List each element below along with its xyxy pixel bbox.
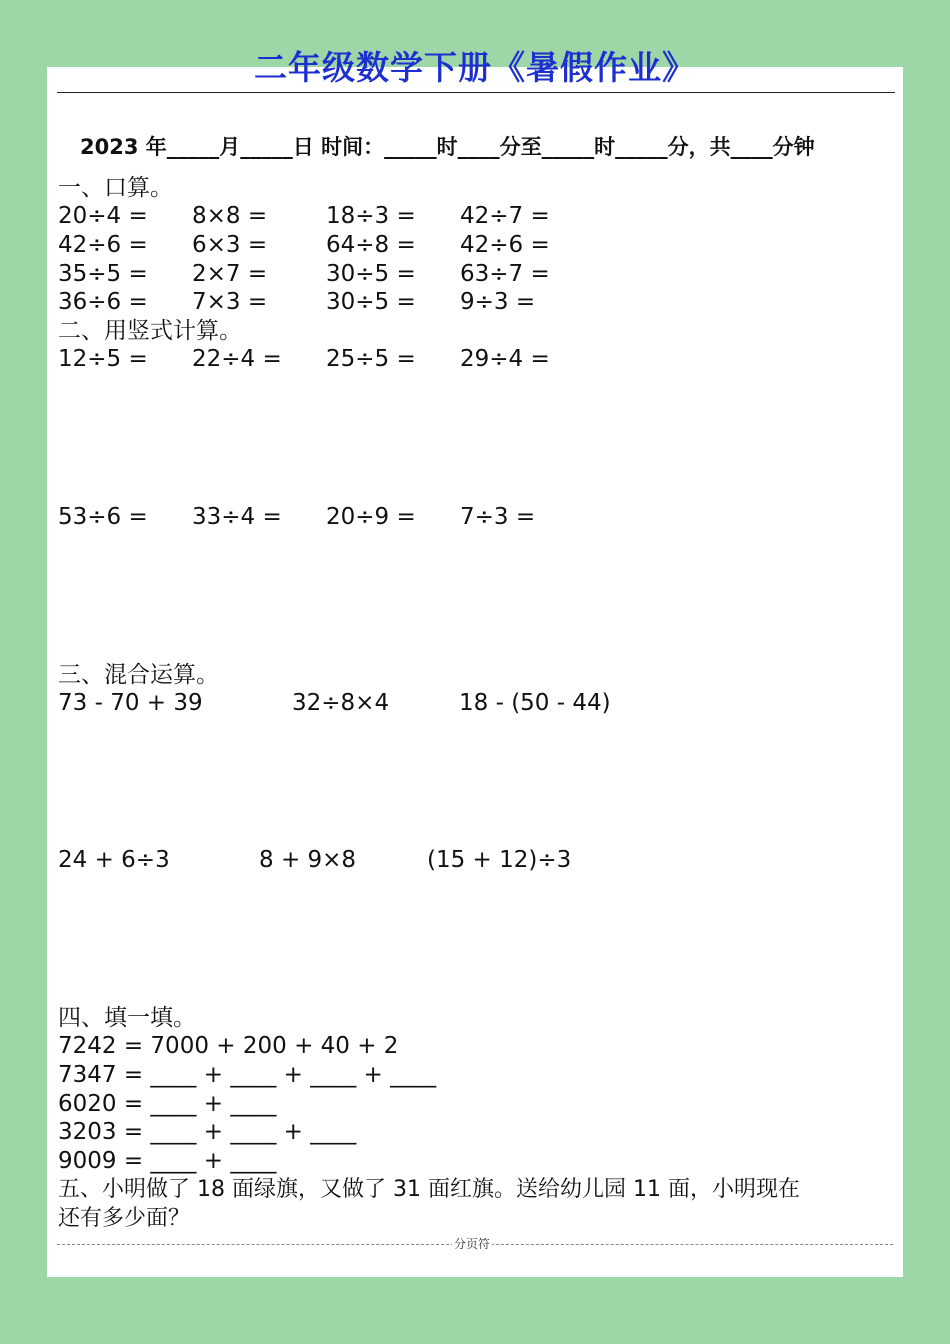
fill-line: 3203 = ____ + ____ + ____	[58, 1119, 357, 1145]
fill-line: 7347 = ____ + ____ + ____ + ____	[58, 1062, 437, 1088]
mixed-calc-problem: 32÷8×4	[292, 690, 390, 716]
section2-heading: 二、用竖式计算。	[58, 318, 242, 344]
fill-line: 6020 = ____ + ____	[58, 1091, 277, 1117]
vertical-calc-problem: 22÷4 =	[192, 346, 282, 372]
vertical-calc-problem: 12÷5 =	[58, 346, 148, 372]
mixed-calc-problem: 8 + 9×8	[259, 847, 357, 873]
mixed-calc-problem: (15 + 12)÷3	[427, 847, 572, 873]
vertical-calc-problem: 25÷5 =	[326, 346, 416, 372]
oral-problem: 42÷6 =	[58, 232, 148, 258]
vertical-calc-problem: 53÷6 =	[58, 504, 148, 530]
oral-problem: 9÷3 =	[460, 289, 536, 315]
oral-problem: 20÷4 =	[58, 203, 148, 229]
vertical-calc-problem: 20÷9 =	[326, 504, 416, 530]
oral-problem: 35÷5 =	[58, 261, 148, 287]
word-problem-line: 还有多少面？	[58, 1206, 191, 1231]
oral-problem: 30÷5 =	[326, 261, 416, 287]
vertical-calc-problem: 33÷4 =	[192, 504, 282, 530]
section3-heading: 三、混合运算。	[58, 662, 219, 688]
section4-heading: 四、填一填。	[58, 1005, 196, 1031]
oral-problem: 63÷7 =	[460, 261, 550, 287]
oral-problem: 8×8 =	[192, 203, 268, 229]
oral-problem: 42÷7 =	[460, 203, 550, 229]
vertical-calc-problem: 29÷4 =	[460, 346, 550, 372]
oral-problem: 18÷3 =	[326, 203, 416, 229]
word-problem-line: 五、小明做了 18 面绿旗，又做了 31 面红旗。送给幼儿园 11 面，小明现在	[58, 1177, 800, 1202]
fill-line: 9009 = ____ + ____	[58, 1148, 277, 1174]
oral-problem: 64÷8 =	[326, 232, 416, 258]
oral-problem: 30÷5 =	[326, 289, 416, 315]
mixed-calc-problem: 24 + 6÷3	[58, 847, 170, 873]
oral-problem: 42÷6 =	[460, 232, 550, 258]
title-divider	[57, 92, 895, 93]
page-break-label: 分页符	[454, 1237, 491, 1251]
fill-line: 7242 = 7000 + 200 + 40 + 2	[58, 1033, 399, 1059]
section1-heading: 一、口算。	[58, 175, 173, 201]
oral-problem: 36÷6 =	[58, 289, 148, 315]
mixed-calc-problem: 18 - (50 - 44)	[459, 690, 611, 716]
oral-problem: 7×3 =	[192, 289, 268, 315]
oral-problem: 6×3 =	[192, 232, 268, 258]
vertical-calc-problem: 7÷3 =	[460, 504, 536, 530]
mixed-calc-problem: 73 - 70 + 39	[58, 690, 203, 716]
date-time-line: 2023 年_____月_____日 时间：_____时____分至_____时_____分，共____分钟	[80, 135, 815, 159]
oral-problem: 2×7 =	[192, 261, 268, 287]
page-title: 二年级数学下册《暑假作业》	[254, 48, 696, 87]
